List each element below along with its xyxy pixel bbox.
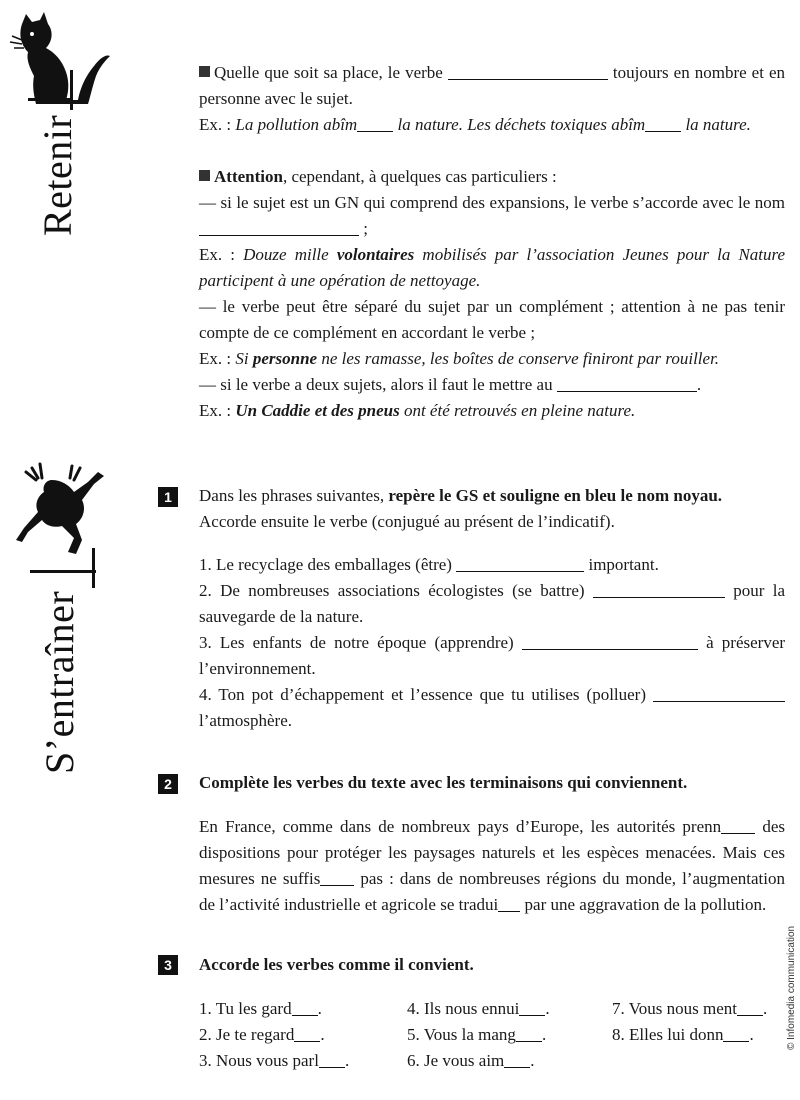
rule-text-end: toujours en nombre et en personne avec le sujet. bbox=[199, 63, 786, 108]
blank-line[interactable] bbox=[357, 117, 393, 132]
list-item: 3. Nous vous parl . bbox=[199, 1051, 350, 1070]
entrainer-rail-vertical bbox=[92, 548, 95, 588]
exercise-number-1: 1 bbox=[158, 487, 178, 507]
text-part: des dispositions pour protéger les paysages naturels et les espèces menacées. Mais ces mesures ne suffis bbox=[199, 817, 785, 888]
example-label: Ex. : bbox=[199, 401, 232, 420]
bullet-square-icon bbox=[199, 66, 210, 77]
exercise-2-text bbox=[199, 814, 785, 918]
rule-text: Quelle que soit sa place, le verbe bbox=[214, 63, 443, 82]
blank-line[interactable] bbox=[645, 117, 681, 132]
text-part: En France, comme dans de nombreux pays d’Europe, les autorités prenn bbox=[199, 817, 722, 836]
instruction-text: Dans les phrases suivantes, bbox=[199, 486, 385, 505]
blank-line[interactable] bbox=[522, 635, 698, 650]
case-text: — si le verbe a deux sujets, alors il faut le mettre au bbox=[199, 375, 553, 394]
bullet-square-icon bbox=[199, 170, 210, 181]
blank-line[interactable] bbox=[519, 1001, 545, 1016]
example-text: ne les ramasse, les boîtes de conserve finiront par rouiller. bbox=[321, 349, 720, 368]
blank-line[interactable] bbox=[448, 65, 608, 80]
blank-line[interactable] bbox=[516, 1027, 542, 1042]
example-text: Douze mille bbox=[243, 245, 329, 264]
retenir-rail-vertical bbox=[70, 70, 73, 110]
exercise-1-items bbox=[199, 552, 785, 734]
blank-line[interactable] bbox=[319, 1053, 345, 1068]
exercise-number-2: 2 bbox=[158, 774, 178, 794]
list-item: 1. Le recyclage des emballages (être) bbox=[199, 555, 452, 574]
list-item: important. bbox=[588, 555, 659, 574]
list-item: pour la sauvegarde de la nature. bbox=[199, 581, 786, 626]
blank-line[interactable] bbox=[294, 1027, 320, 1042]
section-title-entrainer: S’entraîner bbox=[37, 590, 82, 774]
blank-line[interactable] bbox=[504, 1053, 530, 1068]
example-text: Si bbox=[235, 349, 249, 368]
text-part: par une aggravation de la pollution. bbox=[524, 895, 767, 914]
copyright-notice: © Infomedia communication bbox=[786, 925, 797, 1050]
frog-icon bbox=[12, 462, 106, 558]
list-item: 5. Vous la mang . bbox=[407, 1025, 547, 1044]
case-text: — le verbe peut être séparé du sujet par un complément ; attention à ne pas tenir compte de ce complément en accordant le verbe ; bbox=[199, 297, 785, 342]
instruction-bold: repère le GS et souligne en bleu le nom noyau. bbox=[388, 486, 723, 505]
list-item: 7. Vous nous ment . bbox=[612, 999, 768, 1018]
list-item: 2. Je te regard . bbox=[199, 1025, 325, 1044]
blank-line[interactable] bbox=[456, 557, 584, 572]
list-item: 3. Les enfants de notre époque (apprendre) bbox=[199, 633, 514, 652]
example-highlight: personne bbox=[252, 349, 318, 368]
blank-line[interactable] bbox=[721, 819, 755, 834]
attention-label: Attention bbox=[214, 167, 283, 186]
example-text: ont été retrouvés en pleine nature. bbox=[403, 401, 636, 420]
exercise-3-grid bbox=[199, 996, 785, 1074]
example-highlight: Un Caddie et des pneus bbox=[235, 401, 400, 420]
blank-line[interactable] bbox=[292, 1001, 318, 1016]
section-title-retenir: Retenir bbox=[35, 114, 80, 236]
list-item: 6. Je vous aim . bbox=[407, 1051, 535, 1070]
blank-line[interactable] bbox=[593, 583, 725, 598]
retenir-rail-horizontal bbox=[28, 98, 72, 101]
blank-line[interactable] bbox=[653, 687, 785, 702]
list-item: à préserver l’environnement. bbox=[199, 633, 786, 678]
exercise-3-title: Accorde les verbes comme il convient. bbox=[199, 955, 474, 974]
list-item: l’atmosphère. bbox=[199, 711, 292, 730]
blank-line[interactable] bbox=[320, 871, 354, 886]
blank-line[interactable] bbox=[557, 377, 697, 392]
example-highlight: volontaires bbox=[336, 245, 415, 264]
list-item: 4. Ton pot d’échappement et l’essence que tu utilises (polluer) bbox=[199, 685, 647, 704]
attention-paragraph bbox=[199, 164, 785, 424]
example-label: Ex. : bbox=[199, 245, 235, 264]
example-text: La pollution abîm bbox=[235, 115, 358, 134]
blank-line[interactable] bbox=[737, 1001, 763, 1016]
example-text: la nature. Les déchets toxiques abîm bbox=[397, 115, 646, 134]
list-item: 4. Ils nous ennui . bbox=[407, 999, 550, 1018]
blank-line[interactable] bbox=[723, 1027, 749, 1042]
example-text: la nature. bbox=[685, 115, 751, 134]
blank-line[interactable] bbox=[498, 897, 520, 912]
rule-paragraph bbox=[199, 60, 785, 138]
list-item: 2. De nombreuses associations écologistes (se battre) bbox=[199, 581, 585, 600]
entrainer-rail-horizontal bbox=[30, 570, 96, 573]
instruction-text: Accorde ensuite le verbe (conjugué au présent de l’indicatif). bbox=[199, 512, 615, 531]
exercise-1-instructions bbox=[199, 483, 785, 535]
cat-icon bbox=[8, 10, 112, 110]
case-end: . bbox=[696, 375, 702, 394]
example-text: mobilisés par l’association Jeunes pour la Nature participent à une opération de nettoyage. bbox=[199, 245, 786, 290]
case-end: ; bbox=[363, 219, 368, 238]
case-text: — si le sujet est un GN qui comprend des expansions, le verbe s’accorde avec le nom bbox=[199, 193, 785, 212]
exercise-number-3: 3 bbox=[158, 955, 178, 975]
attention-text: , cependant, à quelques cas particuliers : bbox=[282, 167, 557, 186]
text-part: pas : dans de nombreuses régions du monde, l’augmentation de l’activité industrielle et agricole se tradui bbox=[199, 869, 785, 914]
example-label: Ex. : bbox=[199, 115, 232, 134]
exercise-2-title: Complète les verbes du texte avec les terminaisons qui conviennent. bbox=[199, 773, 688, 792]
blank-line[interactable] bbox=[199, 221, 359, 236]
list-item: 8. Elles lui donn . bbox=[612, 1025, 754, 1044]
list-item: 1. Tu les gard . bbox=[199, 999, 322, 1018]
example-label: Ex. : bbox=[199, 349, 232, 368]
